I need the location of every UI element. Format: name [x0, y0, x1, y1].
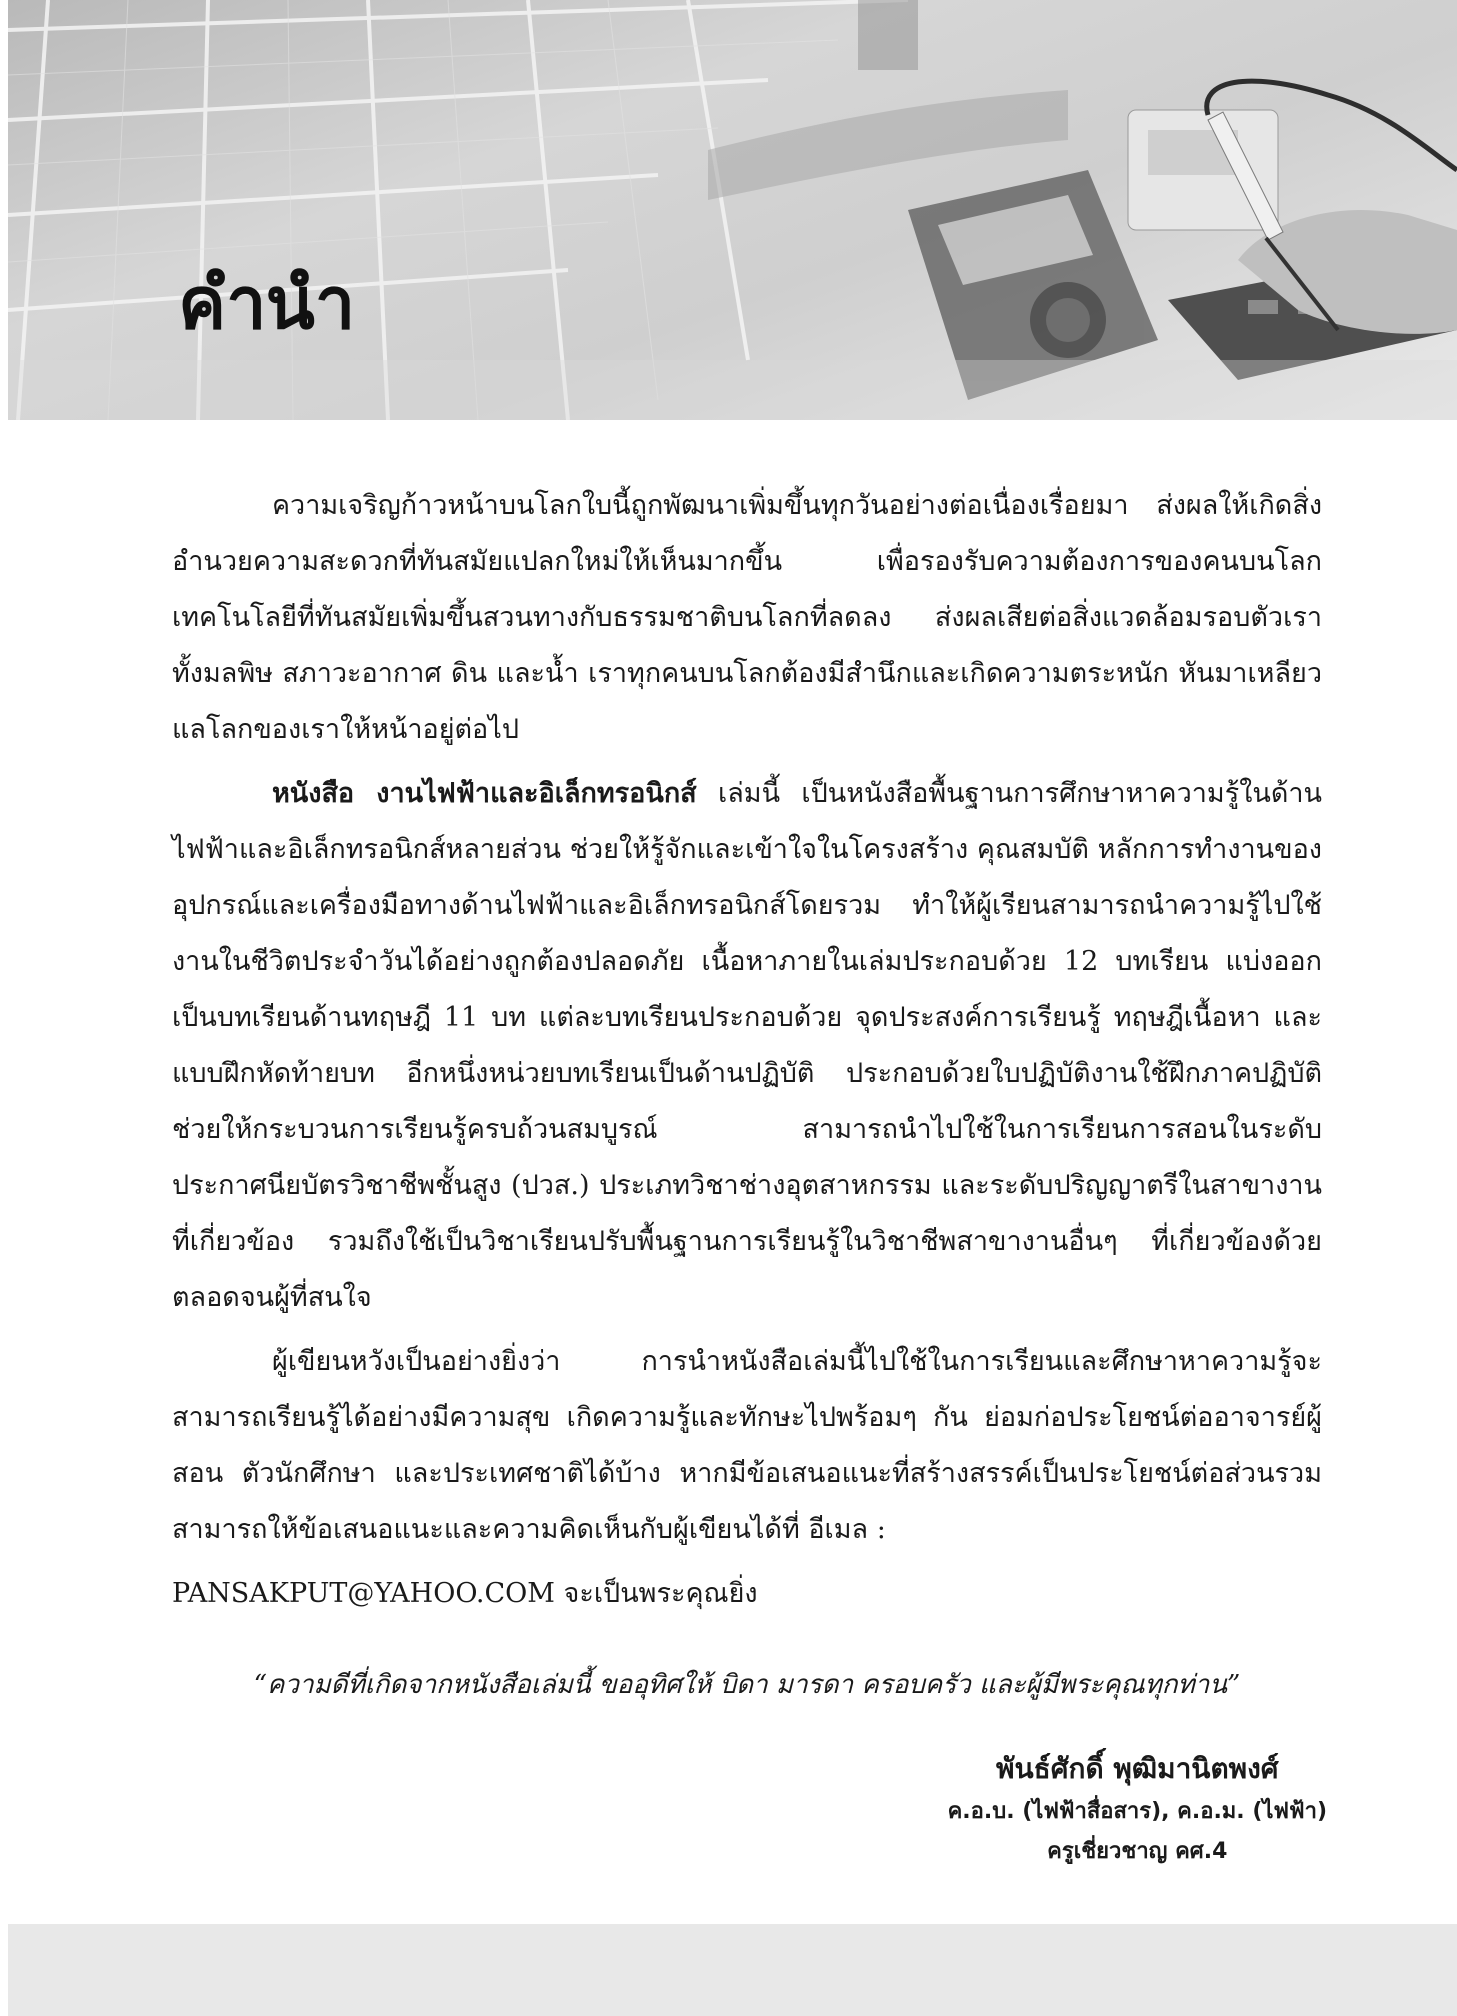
email-line-end: จะเป็นพระคุณยิ่ง: [554, 1578, 758, 1609]
author-name: พันธ์ศักดิ์ พุฒิมานิตพงศ์: [996, 1752, 1279, 1785]
header-banner-image: [8, 0, 1457, 420]
dedication-quote: “ความดีที่เกิดจากหนังสือเล่มนี้ ขออุทิศให้ บิดา มารดา ครอบครัว และผู้มีพระคุณทุกท่าน”: [253, 1670, 1241, 1700]
paragraph-2-lead: หนังสือ: [272, 778, 377, 809]
book-title: งานไฟฟ้าและอิเล็กทรอนิกส์: [376, 778, 697, 809]
paragraph-1: ความเจริญก้าวหน้าบนโลกใบนี้ถูกพัฒนาเพิ่มขึ้นทุกวันอย่างต่อเนื่องเรื่อยมา ส่งผลให้เกิดสิ่งอำนวยความสะดวกที่ทันสมัยแปลกใหม่ให้เห็นมากขึ้น เพื่อรองรับความต้องการของคนบนโลก เทคโนโลยีที่ทันสมัยเพิ่มขึ้นสวนทางกับธรรมชาติบนโลกที่ลดลง ส่งผลเสียต่อสิ่งแวดล้อมรอบตัวเรา ทั้งมลพิษ สภาวะอากาศ ดิน และน้ำ เราทุกคนบนโลกต้องมีสำนึกและเกิดความตระหนัก หันมาเหลียวแลโลกของเราให้หน้าอยู่ต่อไป: [172, 490, 1322, 745]
paragraph-2: [172, 766, 1322, 1326]
paragraph-2-body: เล่มนี้ เป็นหนังสือพื้นฐานการศึกษาหาความรู้ในด้านไฟฟ้าและอิเล็กทรอนิกส์หลายส่วน ช่วยให้รู้จักและเข้าใจในโครงสร้าง คุณสมบัติ หลักการทำงานของอุปกรณ์และเครื่องมือทางด้านไฟฟ้าและอิเล็กทรอนิกส์โดยรวม ทำให้ผู้เรียนสามารถนำความรู้ไปใช้งานในชีวิตประจำวันได้อย่างถูกต้องปลอดภัย เนื้อหาภายในเล่มประกอบด้วย 12 บทเรียน แบ่งออกเป็นบทเรียนด้านทฤษฎี 11 บท แต่ละบทเรียนประกอบด้วย จุดประสงค์การเรียนรู้ ทฤษฎีเนื้อหา และแบบฝึกหัดท้ายบท อีกหนึ่งหน่วยบทเรียนเป็นด้านปฏิบัติ ประกอบด้วยใบปฏิบัติงานใช้ฝึกภาคปฏิบัติ ช่วยให้กระบวนการเรียนรู้ครบถ้วนสมบูรณ์ สามารถนำไปใช้ในการเรียนการสอนในระดับประกาศนียบัตรวิชาชีพชั้นสูง (ปวส.) ประเภทวิชาช่างอุตสาหกรรม และระดับปริญญาตรีในสาขางานที่เกี่ยวข้อง รวมถึงใช้เป็นวิชาเรียนปรับพื้นฐานการเรียนรู้ในวิชาชีพสาขางานอื่นๆ ที่เกี่ยวข้องด้วย ตลอดจนผู้ที่สนใจ: [172, 778, 1322, 1313]
author-signature: [948, 1746, 1327, 1872]
paragraph-3: ผู้เขียนหวังเป็นอย่างยิ่งว่า การนำหนังสือเล่มนี้ไปใช้ในการเรียนและศึกษาหาความรู้จะสามารถเรียนรู้ได้อย่างมีความสุข เกิดความรู้และทักษะไปพร้อมๆ กัน ย่อมก่อประโยชน์ต่ออาจารย์ผู้สอน ตัวนักศึกษา และประเทศชาติได้บ้าง หากมีข้อเสนอแนะที่สร้างสรรค์เป็นประโยชน์ต่อส่วนรวม สามารถให้ข้อเสนอแนะและความคิดเห็นกับผู้เขียนได้ที่ อีเมล :: [172, 1346, 1322, 1545]
email-line: [172, 1566, 1322, 1622]
preface-body: [172, 478, 1322, 1630]
author-position: ครูเชี่ยวชาญ คศ.4: [1047, 1839, 1228, 1864]
page-title: คำนำ: [178, 261, 355, 345]
author-email: PANSAKPUT@YAHOO.COM: [172, 1578, 555, 1609]
footer-band: [8, 1924, 1457, 2016]
author-degrees: ค.อ.บ. (ไฟฟ้าสื่อสาร), ค.อ.ม. (ไฟฟ้า): [947, 1799, 1327, 1824]
